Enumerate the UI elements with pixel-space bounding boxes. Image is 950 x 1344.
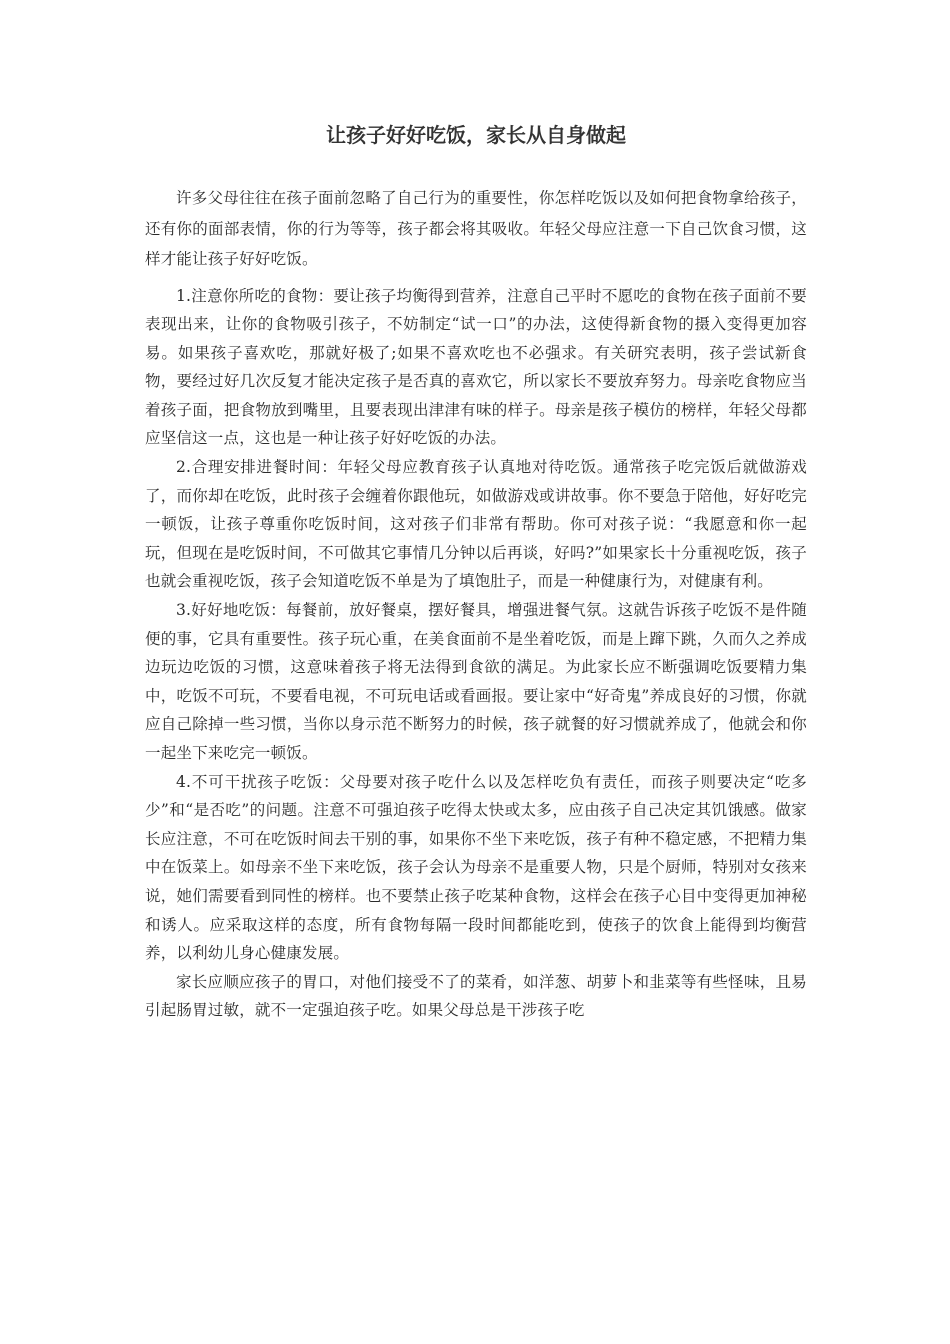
paragraph-point-3: 3.好好地吃饭：每餐前，放好餐桌，摆好餐具，增强进餐气氛。这就告诉孩子吃饭不是件随便的事，它具有重要性。孩子玩心重，在美食面前不是坐着吃饭，而是上蹿下跳，久而久之养成边玩边吃饭的习惯，这意味着孩子将无法得到食欲的满足。为此家长应不断强调吃饭要精力集中，吃饭不可玩，不要看电视，不可玩电话或看画报。要让家中“好奇鬼”养成良好的习惯，你就应自己除掉一些习惯，当你以身示范不断努力的时候，孩子就餐的好习惯就养成了，他就会和你一起坐下来吃完一顿饭。 — [145, 601, 807, 762]
paragraph-point-1: 1.注意你所吃的食物：要让孩子均衡得到营养，注意自己平时不愿吃的食物在孩子面前不要表现出来，让你的食物吸引孩子，不妨制定“试一口”的办法，这使得新食物的摄入变得更加容易。如果孩子喜欢吃，那就好极了;如果不喜欢吃也不必强求。有关研究表明，孩子尝试新食物，要经过好几次反复才能决定孩子是否真的喜欢它，所以家长不要放弃努力。母亲吃食物应当着孩子面，把食物放到嘴里，且要表现出津津有味的样子。母亲是孩子模仿的榜样，年轻父母都应坚信这一点，这也是一种让孩子好好吃饭的办法。 — [145, 286, 807, 448]
paragraph-point-4: 4.不可干扰孩子吃饭：父母要对孩子吃什么以及怎样吃负有责任，而孩子则要决定“吃多少”和“是否吃”的问题。注意不可强迫孩子吃得太快或太多，应由孩子自己决定其饥饿感。做家长应注意，不可在吃饭时间去干别的事，如果你不坐下来吃饭，孩子有种不稳定感，不把精力集中在饭菜上。如母亲不坐下来吃饭，孩子会认为母亲不是重要人物，只是个厨师，特别对女孩来说，她们需要看到同性的榜样。也不要禁止孩子吃某种食物，这样会在孩子心目中变得更加神秘和诱人。应采取这样的态度，所有食物每隔一段时间都能吃到，使孩子的饮食上能得到均衡营养，以利幼儿身心健康发展。 — [145, 772, 807, 963]
document-title: 让孩子好好吃饭，家长从自身做起 — [326, 123, 626, 147]
paragraph-intro: 许多父母往往在孩子面前忽略了自己行为的重要性，你怎样吃饭以及如何把食物拿给孩子，还有你的面部表情，你的行为等等，孩子都会将其吸收。年轻父母应注意一下自己饮食习惯，这样才能让孩子好好吃饭。 — [145, 189, 807, 268]
document-body — [145, 183, 807, 1025]
paragraph-closing: 家长应顺应孩子的胃口，对他们接受不了的菜肴，如洋葱、胡萝卜和韭菜等有些怪味，且易引起肠胃过敏，就不一定强迫孩子吃。如果父母总是干涉孩子吃 — [145, 972, 807, 1020]
paragraph-point-2: 2.合理安排进餐时间：年轻父母应教育孩子认真地对待吃饭。通常孩子吃完饭后就做游戏了，而你却在吃饭，此时孩子会缠着你跟他玩，如做游戏或讲故事。你不要急于陪他，好好吃完一顿饭，让孩子尊重你吃饭时间，这对孩子们非常有帮助。你可对孩子说：“我愿意和你一起玩，但现在是吃饭时间，不可做其它事情几分钟以后再谈，好吗?”如果家长十分重视吃饭，孩子也就会重视吃饭，孩子会知道吃饭不单是为了填饱肚子，而是一种健康行为，对健康有利。 — [145, 458, 807, 591]
